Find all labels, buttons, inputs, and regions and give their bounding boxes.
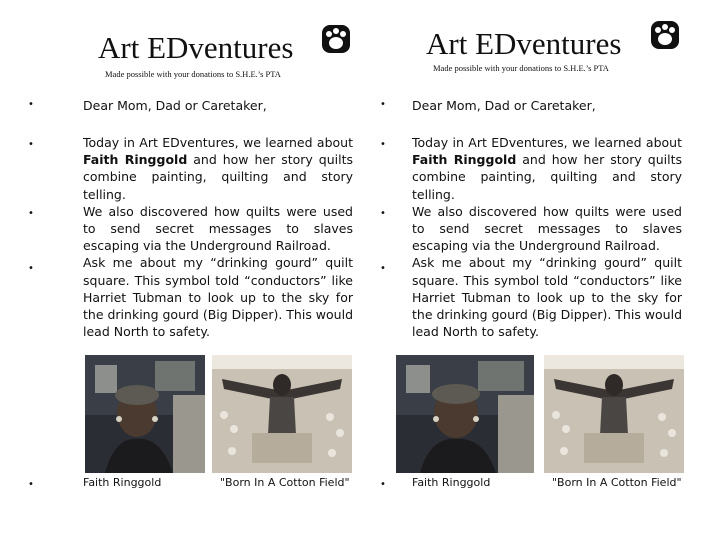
caption-artwork: "Born In A Cotton Field" xyxy=(220,476,350,489)
greeting: Dear Mom, Dad or Caretaker, xyxy=(412,98,596,113)
bullet: • xyxy=(28,99,34,110)
bullet: • xyxy=(380,208,386,219)
paragraph-1: Today in Art EDventures, we learned about Faith Ringgold and how her story quilts combine painting, quilting and story telling. xyxy=(412,135,682,202)
bullet: • xyxy=(380,479,386,490)
caption-portrait: Faith Ringgold xyxy=(412,476,491,489)
faith-ringgold-photo xyxy=(85,355,205,473)
letter-body xyxy=(412,134,682,340)
paragraph-3: Ask me about my “drinking gourd” quilt square. This symbol told “conductors” like Harriet Tubman to look up to the sky for the drinking gourd (Big Dipper). This would lead North to safety. xyxy=(83,255,354,340)
born-in-a-cotton-field-artwork xyxy=(212,355,352,473)
brand-tagline: Made possible with your donations to S.H.E.’s PTA xyxy=(105,69,281,79)
bullet: • xyxy=(380,139,386,150)
brand-tagline: Made possible with your donations to S.H.E.’s PTA xyxy=(433,63,609,73)
paragraph-3: Ask me about my “drinking gourd” quilt square. This symbol told “conductors” like Harriet Tubman to look up to the sky for the drinking gourd (Big Dipper). This would lead North to safety. xyxy=(412,255,683,340)
flyer-left xyxy=(8,0,358,540)
greeting: Dear Mom, Dad or Caretaker, xyxy=(83,98,267,113)
born-in-a-cotton-field-artwork xyxy=(544,355,684,473)
caption-artwork: "Born In A Cotton Field" xyxy=(552,476,682,489)
paragraph-1: Today in Art EDventures, we learned about Faith Ringgold and how her story quilts combine painting, quilting and story telling. xyxy=(83,135,353,202)
paragraph-2: We also discovered how quilts were used to send secret messages to slaves escaping via the Underground Railroad. xyxy=(83,203,353,254)
paw-logo-icon xyxy=(650,20,680,50)
brand-title: Art EDventures xyxy=(98,30,294,65)
bullet: • xyxy=(28,139,34,150)
brand-title: Art EDventures xyxy=(426,26,622,61)
bullet: • xyxy=(380,99,386,110)
paw-logo-icon xyxy=(321,24,351,54)
bullet: • xyxy=(28,263,34,274)
faith-ringgold-photo xyxy=(396,355,534,473)
caption-portrait: Faith Ringgold xyxy=(83,476,162,489)
flyer-right xyxy=(360,0,710,540)
paragraph-2: We also discovered how quilts were used to send secret messages to slaves escaping via the Underground Railroad. xyxy=(412,203,682,254)
bullet: • xyxy=(380,263,386,274)
letter-body xyxy=(83,134,353,340)
bullet: • xyxy=(28,208,34,219)
bullet: • xyxy=(28,479,34,490)
